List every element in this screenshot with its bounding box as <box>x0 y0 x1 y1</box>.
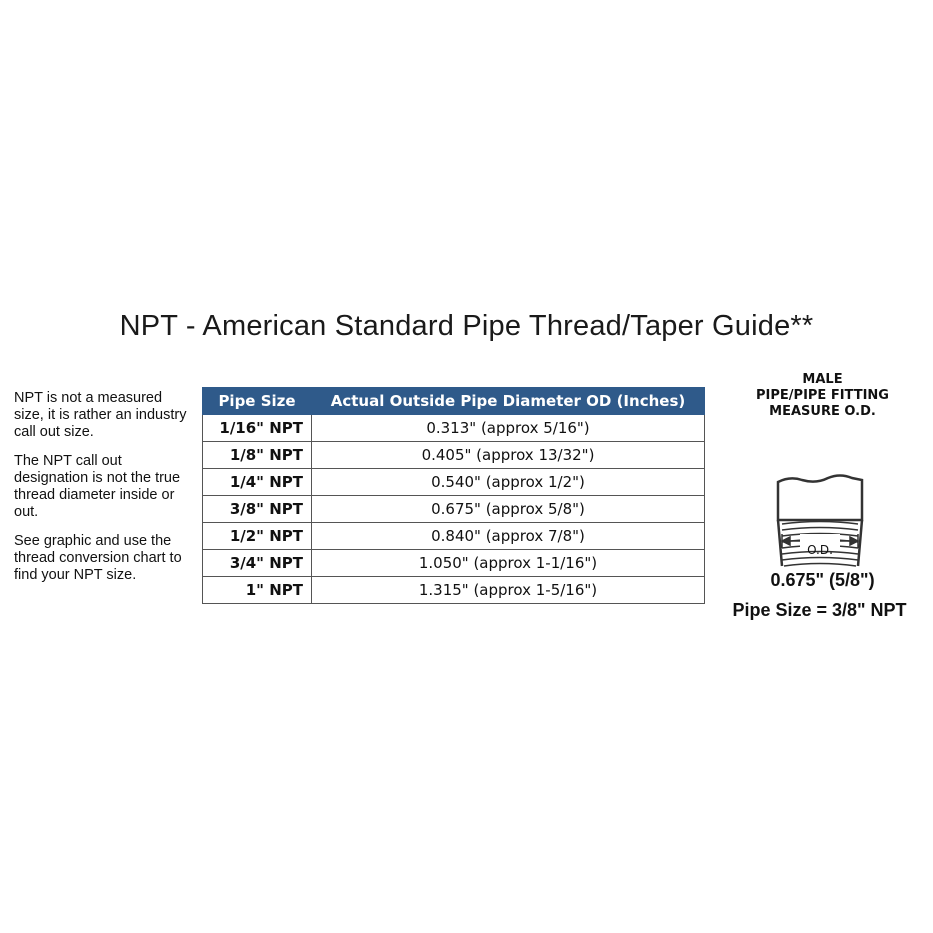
table-row <box>203 415 705 442</box>
table-row <box>203 523 705 550</box>
od-cell: 1.315" (approx 1-5/16") <box>312 577 705 604</box>
table-row <box>203 442 705 469</box>
npt-size-table <box>202 387 705 604</box>
table-row <box>203 469 705 496</box>
od-dimension-marker <box>720 528 925 558</box>
note-measured-size: NPT is not a measured size, it is rather an industry call out size. <box>14 390 187 440</box>
od-cell: 0.540" (approx 1/2") <box>312 469 705 496</box>
pipe-size-cell: 1/8" NPT <box>203 442 312 469</box>
table-row <box>203 577 705 604</box>
od-value-label: 0.675" (5/8") <box>770 570 875 590</box>
pipe-size-cell: 1/16" NPT <box>203 415 312 442</box>
od-cell: 0.675" (approx 5/8") <box>312 496 705 523</box>
table-header-row <box>203 388 705 415</box>
notes-panel <box>14 390 194 596</box>
header-pipe-size: Pipe Size <box>203 388 312 415</box>
od-cell: 0.840" (approx 7/8") <box>312 523 705 550</box>
table-row <box>203 550 705 577</box>
diagram-heading-fitting: PIPE/PIPE FITTING <box>756 388 889 403</box>
od-cell: 0.313" (approx 5/16") <box>312 415 705 442</box>
pipe-size-cell: 1/4" NPT <box>203 469 312 496</box>
page-title: NPT - American Standard Pipe Thread/Taper Guide** <box>119 310 814 342</box>
header-outside-diameter: Actual Outside Pipe Diameter OD (Inches) <box>312 388 705 415</box>
diagram-heading-measure: MEASURE O.D. <box>769 404 876 419</box>
od-cell: 1.050" (approx 1-1/16") <box>312 550 705 577</box>
od-label: O.D. <box>807 543 833 557</box>
od-cell: 0.405" (approx 13/32") <box>312 442 705 469</box>
note-see-graphic: See graphic and use the thread conversion chart to find your NPT size. <box>14 533 182 583</box>
pipe-size-cell: 1" NPT <box>203 577 312 604</box>
diagram-heading <box>720 372 925 420</box>
note-call-out: The NPT call out designation is not the true thread diameter inside or out. <box>14 453 181 520</box>
pipe-size-label: Pipe Size = 3/8" NPT <box>732 600 907 620</box>
diagram-heading-male: MALE <box>802 372 843 387</box>
table-row <box>203 496 705 523</box>
pipe-size-cell: 1/2" NPT <box>203 523 312 550</box>
pipe-size-cell: 3/4" NPT <box>203 550 312 577</box>
pipe-diagram <box>720 372 925 575</box>
pipe-size-cell: 3/8" NPT <box>203 496 312 523</box>
